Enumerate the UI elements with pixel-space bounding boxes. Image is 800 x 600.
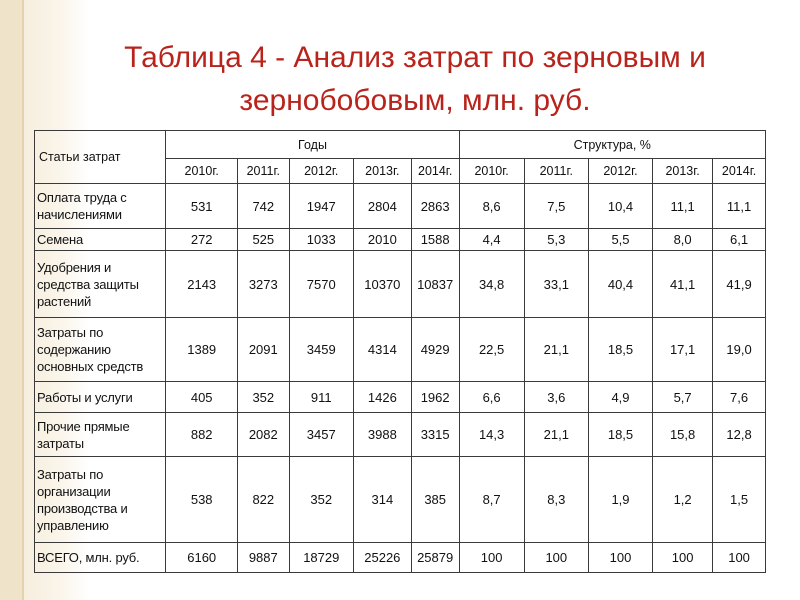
value-cell: 1947 bbox=[289, 184, 353, 229]
value-cell: 7570 bbox=[289, 251, 353, 318]
structure-cell: 18,5 bbox=[588, 413, 652, 457]
value-cell: 405 bbox=[166, 382, 237, 413]
value-cell: 10837 bbox=[411, 251, 459, 318]
structure-cell: 100 bbox=[524, 543, 588, 573]
structure-cell: 100 bbox=[653, 543, 713, 573]
header-structure-group: Структура, % bbox=[459, 131, 766, 159]
value-cell: 1389 bbox=[166, 318, 237, 382]
structure-cell: 41,9 bbox=[713, 251, 766, 318]
structure-cell: 8,3 bbox=[524, 457, 588, 543]
structure-cell: 1,2 bbox=[653, 457, 713, 543]
structure-cell: 15,8 bbox=[653, 413, 713, 457]
value-cell: 911 bbox=[289, 382, 353, 413]
value-cell: 385 bbox=[411, 457, 459, 543]
value-cell: 2010 bbox=[353, 229, 411, 251]
value-cell: 352 bbox=[237, 382, 289, 413]
row-label: Работы и услуги bbox=[35, 382, 166, 413]
value-cell: 3988 bbox=[353, 413, 411, 457]
structure-cell: 41,1 bbox=[653, 251, 713, 318]
slide-title-line-2: зернобобовым, млн. руб. bbox=[239, 84, 591, 117]
header-year-cell: 2013г. bbox=[353, 159, 411, 184]
slide-title bbox=[60, 36, 770, 122]
structure-cell: 11,1 bbox=[713, 184, 766, 229]
structure-cell: 100 bbox=[588, 543, 652, 573]
structure-cell: 33,1 bbox=[524, 251, 588, 318]
header-structure-year-cell: 2012г. bbox=[588, 159, 652, 184]
value-cell: 352 bbox=[289, 457, 353, 543]
structure-cell: 1,5 bbox=[713, 457, 766, 543]
structure-cell: 17,1 bbox=[653, 318, 713, 382]
value-cell: 6160 bbox=[166, 543, 237, 573]
value-cell: 9887 bbox=[237, 543, 289, 573]
value-cell: 2082 bbox=[237, 413, 289, 457]
value-cell: 4929 bbox=[411, 318, 459, 382]
header-year-cell: 2010г. bbox=[166, 159, 237, 184]
table-row bbox=[35, 318, 766, 382]
structure-cell: 8,7 bbox=[459, 457, 524, 543]
structure-cell: 6,1 bbox=[713, 229, 766, 251]
header-year-cell: 2014г. bbox=[411, 159, 459, 184]
value-cell: 3457 bbox=[289, 413, 353, 457]
row-label: ВСЕГО, млн. руб. bbox=[35, 543, 166, 573]
row-label: Прочие прямые затраты bbox=[35, 413, 166, 457]
value-cell: 525 bbox=[237, 229, 289, 251]
structure-cell: 1,9 bbox=[588, 457, 652, 543]
value-cell: 10370 bbox=[353, 251, 411, 318]
header-year-cell: 2011г. bbox=[237, 159, 289, 184]
structure-cell: 10,4 bbox=[588, 184, 652, 229]
table-row-total bbox=[35, 543, 766, 573]
table-row bbox=[35, 382, 766, 413]
row-label: Семена bbox=[35, 229, 166, 251]
structure-cell: 40,4 bbox=[588, 251, 652, 318]
structure-cell: 5,3 bbox=[524, 229, 588, 251]
header-structure-year-cell: 2014г. bbox=[713, 159, 766, 184]
value-cell: 4314 bbox=[353, 318, 411, 382]
structure-cell: 18,5 bbox=[588, 318, 652, 382]
header-structure-year-cell: 2011г. bbox=[524, 159, 588, 184]
value-cell: 1033 bbox=[289, 229, 353, 251]
value-cell: 3459 bbox=[289, 318, 353, 382]
value-cell: 2863 bbox=[411, 184, 459, 229]
row-label: Удобрения и средства защиты растений bbox=[35, 251, 166, 318]
structure-cell: 14,3 bbox=[459, 413, 524, 457]
structure-cell: 5,5 bbox=[588, 229, 652, 251]
structure-cell: 3,6 bbox=[524, 382, 588, 413]
row-label: Оплата труда с начислениями bbox=[35, 184, 166, 229]
value-cell: 531 bbox=[166, 184, 237, 229]
structure-cell: 11,1 bbox=[653, 184, 713, 229]
value-cell: 18729 bbox=[289, 543, 353, 573]
header-year-cell: 2012г. bbox=[289, 159, 353, 184]
header-years-group: Годы bbox=[166, 131, 459, 159]
value-cell: 1426 bbox=[353, 382, 411, 413]
decorative-side-line bbox=[22, 0, 24, 600]
value-cell: 2091 bbox=[237, 318, 289, 382]
structure-cell: 100 bbox=[459, 543, 524, 573]
value-cell: 272 bbox=[166, 229, 237, 251]
cost-analysis-table bbox=[34, 130, 766, 573]
table-row bbox=[35, 457, 766, 543]
value-cell: 25226 bbox=[353, 543, 411, 573]
table-body bbox=[35, 184, 766, 573]
value-cell: 2804 bbox=[353, 184, 411, 229]
structure-cell: 5,7 bbox=[653, 382, 713, 413]
structure-cell: 21,1 bbox=[524, 413, 588, 457]
decorative-side-band bbox=[0, 0, 22, 600]
structure-cell: 4,9 bbox=[588, 382, 652, 413]
value-cell: 1588 bbox=[411, 229, 459, 251]
structure-cell: 19,0 bbox=[713, 318, 766, 382]
value-cell: 822 bbox=[237, 457, 289, 543]
header-structure-year-cell: 2010г. bbox=[459, 159, 524, 184]
value-cell: 2143 bbox=[166, 251, 237, 318]
table-header bbox=[35, 131, 766, 184]
value-cell: 1962 bbox=[411, 382, 459, 413]
table-row bbox=[35, 184, 766, 229]
structure-cell: 7,5 bbox=[524, 184, 588, 229]
header-items-label: Статьи затрат bbox=[35, 131, 166, 184]
table-row bbox=[35, 229, 766, 251]
value-cell: 3315 bbox=[411, 413, 459, 457]
value-cell: 25879 bbox=[411, 543, 459, 573]
header-row-groups bbox=[35, 131, 766, 159]
structure-cell: 12,8 bbox=[713, 413, 766, 457]
slide-title-line-1: Таблица 4 - Анализ затрат по зерновым и bbox=[124, 41, 706, 74]
structure-cell: 8,0 bbox=[653, 229, 713, 251]
structure-cell: 4,4 bbox=[459, 229, 524, 251]
table-row bbox=[35, 251, 766, 318]
structure-cell: 6,6 bbox=[459, 382, 524, 413]
table-row bbox=[35, 413, 766, 457]
structure-cell: 21,1 bbox=[524, 318, 588, 382]
value-cell: 3273 bbox=[237, 251, 289, 318]
structure-cell: 8,6 bbox=[459, 184, 524, 229]
row-label: Затраты по организации производства и управлению bbox=[35, 457, 166, 543]
value-cell: 742 bbox=[237, 184, 289, 229]
value-cell: 314 bbox=[353, 457, 411, 543]
structure-cell: 22,5 bbox=[459, 318, 524, 382]
structure-cell: 34,8 bbox=[459, 251, 524, 318]
value-cell: 538 bbox=[166, 457, 237, 543]
row-label: Затраты по содержанию основных средств bbox=[35, 318, 166, 382]
structure-cell: 100 bbox=[713, 543, 766, 573]
header-structure-year-cell: 2013г. bbox=[653, 159, 713, 184]
value-cell: 882 bbox=[166, 413, 237, 457]
structure-cell: 7,6 bbox=[713, 382, 766, 413]
